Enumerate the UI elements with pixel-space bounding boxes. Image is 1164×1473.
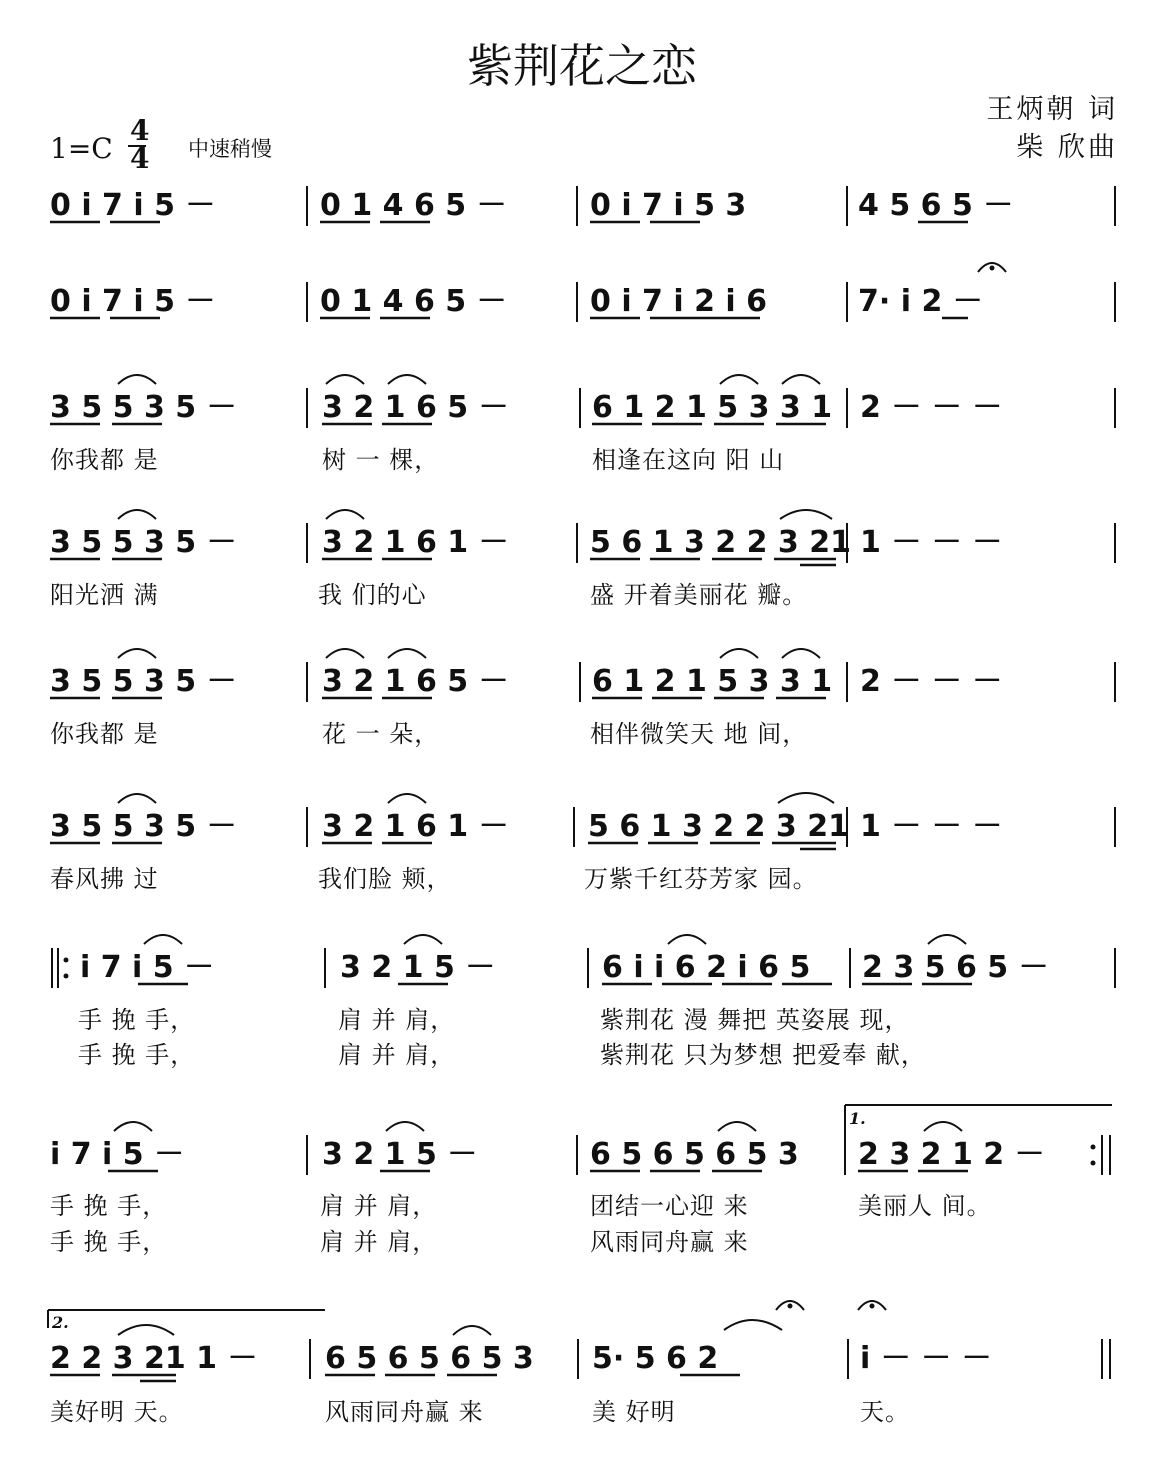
score-row-2 <box>50 263 1115 322</box>
measure-2-4: 7· i 2 － <box>858 284 983 319</box>
measure-7-2: 3 2 1 5 － <box>340 950 496 985</box>
measure-8-3: 6 5 6 5 6 5 3 <box>590 1137 799 1172</box>
time-denominator: 4 <box>130 142 150 175</box>
lyric2-7-3: 紫荆花 只为梦想 把爱奉 献， <box>600 1041 926 1069</box>
measure-4-2: 3 2 1 6 1 － <box>322 525 509 560</box>
lyric-8-1: 手 挽 手， <box>50 1192 168 1220</box>
score-row-9 <box>48 1301 1110 1426</box>
measure-9-3: 5· 5 6 2 <box>592 1341 719 1376</box>
measure-8-1: i 7 i 5 － <box>50 1137 185 1172</box>
lyric-7-3: 紫荆花 漫 舞把 英姿展 现， <box>600 1006 910 1034</box>
lyricist-credit: 王炳朝 词 <box>986 94 1118 125</box>
measure-7-1: i 7 i 5 － <box>80 950 215 985</box>
measure-5-2: 3 2 1 6 5 － <box>322 664 509 699</box>
lyric-8-3: 团结一心迎 来 <box>590 1192 749 1220</box>
measure-2-2: 0 1 4 6 5 － <box>320 284 507 319</box>
lyric-4-1: 阳光洒 满 <box>50 581 159 609</box>
measure-6-3: 5 6 1 3 2 2 3 21 <box>588 809 849 844</box>
lyric-5-2: 花 一 朵， <box>322 720 440 748</box>
lyric-8-2: 肩 并 肩， <box>320 1192 438 1220</box>
measure-3-4: 2 － － － <box>860 390 1003 425</box>
score-row-6 <box>50 793 1115 893</box>
ending-1-label: 1. <box>849 1109 866 1128</box>
measure-4-4: 1 － － － <box>860 525 1003 560</box>
measure-1-2: 0 1 4 6 5 － <box>320 188 507 223</box>
lyric-6-2: 我们脸 颊， <box>318 865 452 893</box>
measure-3-3: 6 1 2 1 5 3 3 1 <box>592 390 833 425</box>
score-row-1 <box>50 186 1115 226</box>
measure-6-2: 3 2 1 6 1 － <box>322 809 509 844</box>
lyric2-8-1: 手 挽 手， <box>50 1228 168 1256</box>
score-row-4 <box>50 510 1115 609</box>
measure-6-4: 1 － － － <box>860 809 1003 844</box>
measure-8-4: 2 3 2 1 2 － <box>858 1137 1045 1172</box>
lyric-8-4: 美丽人 间。 <box>858 1192 992 1220</box>
measure-6-1: 3 5 5 3 5 － <box>50 809 237 844</box>
measure-3-1: 3 5 5 3 5 － <box>50 390 237 425</box>
key-label: 1=C <box>50 132 113 165</box>
lyric-3-3: 相逢在这向 阳 山 <box>592 446 785 474</box>
composer-credit: 柴 欣曲 <box>1016 132 1118 163</box>
tempo-marking: 中速稍慢 <box>188 137 272 161</box>
lyric-4-2: 我 们的心 <box>318 581 427 609</box>
lyric-7-2: 肩 并 肩， <box>338 1006 456 1034</box>
measure-7-3: 6 i i 6 2 i 6 5 <box>602 950 811 985</box>
measure-1-4: 4 5 6 5 － <box>858 188 1014 223</box>
lyric-9-2: 风雨同舟赢 来 <box>325 1398 484 1426</box>
measure-1-1: 0 i 7 i 5 － <box>50 188 216 223</box>
measure-3-2: 3 2 1 6 5 － <box>322 390 509 425</box>
ending-2-label: 2. <box>52 1313 69 1332</box>
lyric2-7-2: 肩 并 肩， <box>338 1041 456 1069</box>
measure-4-1: 3 5 5 3 5 － <box>50 525 237 560</box>
measure-1-3: 0 i 7 i 5 3 <box>590 188 747 223</box>
lyric-3-2: 树 一 棵， <box>322 446 440 474</box>
lyric-9-1: 美好明 天。 <box>50 1398 184 1426</box>
lyric-5-3: 相伴微笑天 地 间， <box>590 720 808 748</box>
measure-7-4: 2 3 5 6 5 － <box>862 950 1049 985</box>
score-row-3 <box>50 375 1115 474</box>
measure-5-4: 2 － － － <box>860 664 1003 699</box>
measure-2-3: 0 i 7 i 2 i 6 <box>590 284 768 319</box>
lyric-7-1: 手 挽 手， <box>78 1006 196 1034</box>
score-row-7 <box>52 935 1115 1069</box>
measure-8-2: 3 2 1 5 － <box>322 1137 478 1172</box>
lyric2-8-2: 肩 并 肩， <box>320 1228 438 1256</box>
lyric-4-3: 盛 开着美丽花 瓣。 <box>590 581 808 609</box>
lyric-3-1: 你我都 是 <box>50 446 159 474</box>
lyric-5-1: 你我都 是 <box>50 720 159 748</box>
measure-5-1: 3 5 5 3 5 － <box>50 664 237 699</box>
measure-9-4: i － － － <box>860 1341 992 1376</box>
measure-2-1: 0 i 7 i 5 － <box>50 284 216 319</box>
measure-5-3: 6 1 2 1 5 3 3 1 <box>592 664 833 699</box>
lyric2-7-1: 手 挽 手， <box>78 1041 196 1069</box>
time-numerator: 4 <box>130 114 150 147</box>
lyric-6-3: 万紫千红芬芳家 园。 <box>584 865 818 893</box>
measure-4-3: 5 6 1 3 2 2 3 21 <box>590 525 851 560</box>
measure-9-1: 2 2 3 21 1 － <box>50 1341 258 1376</box>
lyric-6-1: 春风拂 过 <box>50 865 159 893</box>
lyric-9-3: 美 好明 <box>592 1398 676 1426</box>
song-title: 紫荆花之恋 <box>467 39 697 93</box>
score-row-8 <box>50 1105 1112 1256</box>
measure-9-2: 6 5 6 5 6 5 3 <box>325 1341 534 1376</box>
key-signature <box>50 114 149 175</box>
score-row-5 <box>50 649 1115 748</box>
lyric2-8-3: 风雨同舟赢 来 <box>590 1228 749 1256</box>
lyric-9-4: 天。 <box>860 1398 910 1426</box>
